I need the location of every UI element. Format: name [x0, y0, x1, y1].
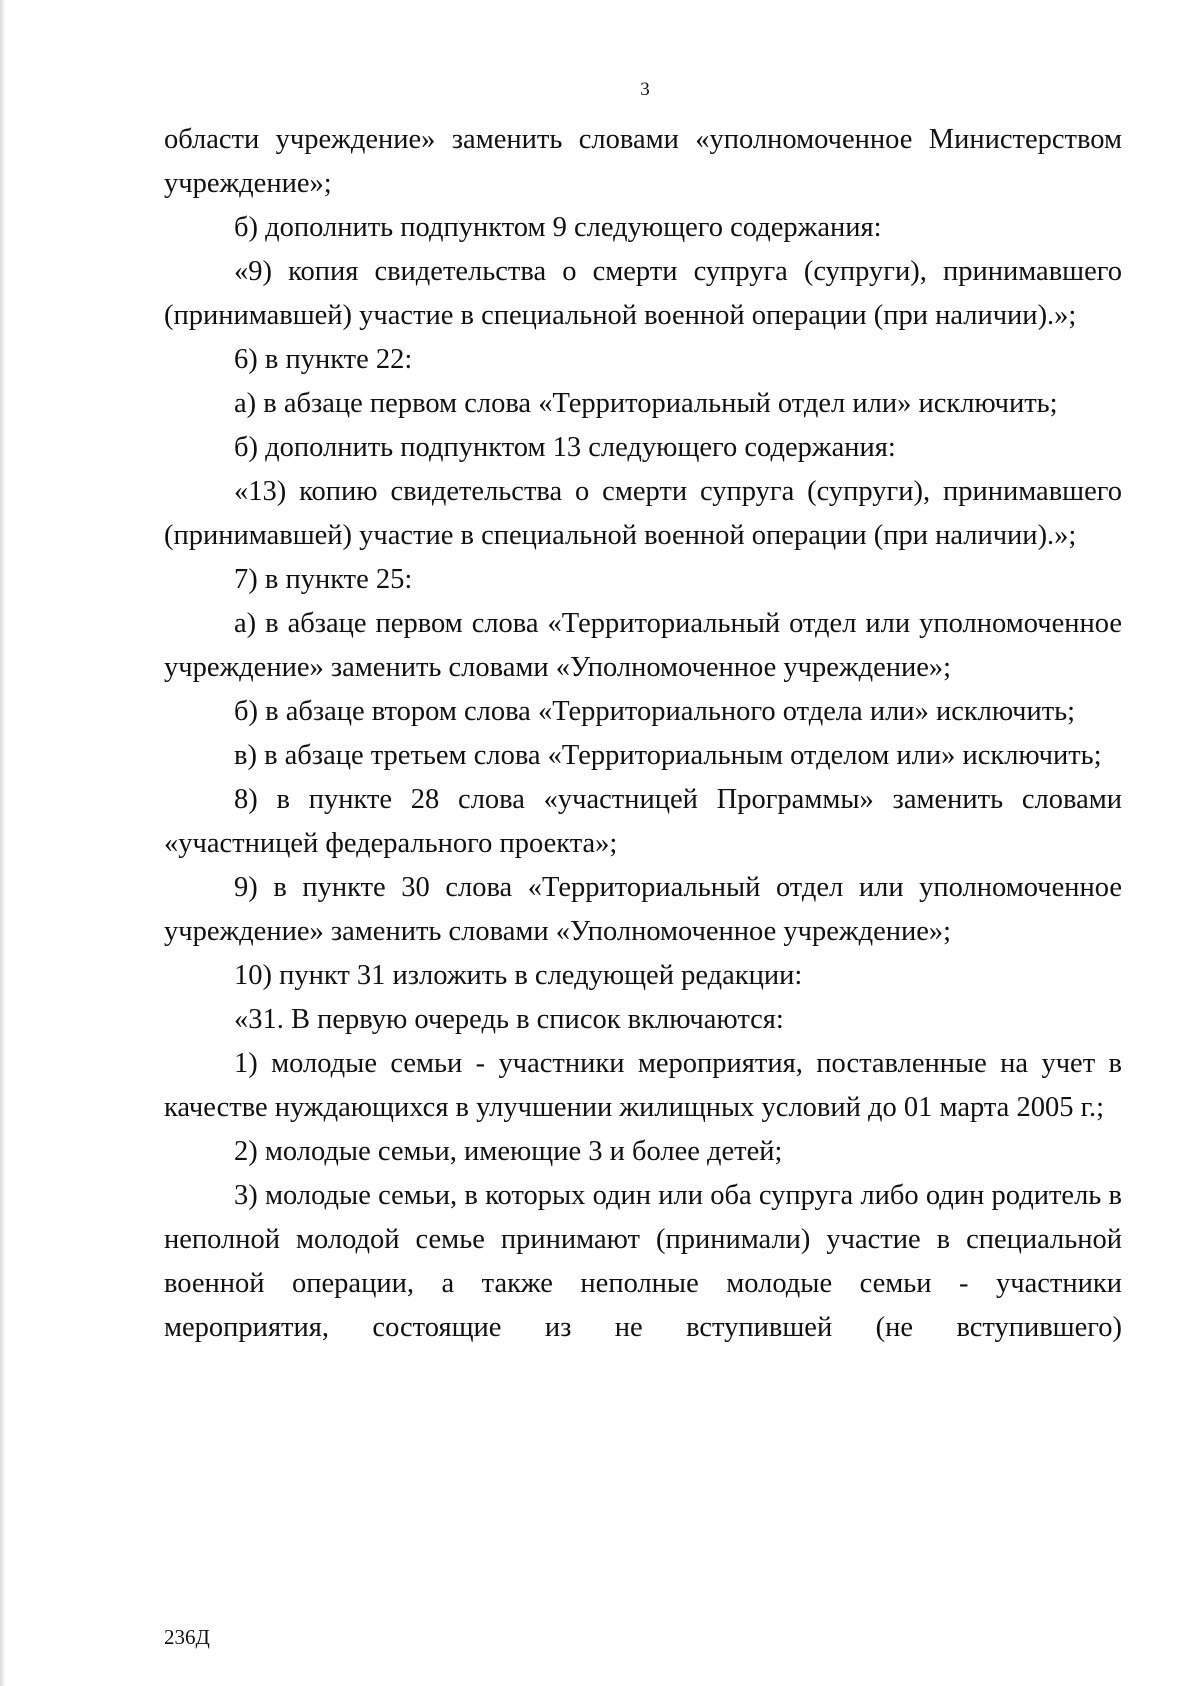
- paragraph: 3) молодые семьи, в которых один или оба супруга либо один родитель в неполной молодой семье принимают (принимали) участие в специальной военной операции, а также неполные молодые семьи - участники мероприятия, состоящие из не вступившей (не вступившего): [164, 1180, 1122, 1343]
- paragraph: «13) копию свидетельства о смерти супруга (супруги), принимавшего (принимавшей) участие в специальной военной операции (при наличии).»;: [164, 476, 1122, 551]
- paragraph: 1) молодые семьи - участники мероприятия, поставленные на учет в качестве нуждающихся в улучшении жилищных условий до 01 марта 2005 г.;: [164, 1048, 1122, 1123]
- paragraph: б) дополнить подпунктом 9 следующего содержания:: [234, 212, 882, 243]
- paragraph: 10) пункт 31 изложить в следующей редакции:: [234, 960, 803, 991]
- paragraph: 8) в пункте 28 слова «участницей Программы» заменить словами «участницей федерального проекта»;: [164, 784, 1122, 859]
- paragraph: в) в абзаце третьем слова «Территориальным отделом или» исключить;: [234, 740, 1102, 771]
- paragraph: а) в абзаце первом слова «Территориальный отдел или уполномоченное учреждение» заменить словами «Уполномоченное учреждение»;: [164, 608, 1122, 683]
- paragraph: 9) в пункте 30 слова «Территориальный отдел или уполномоченное учреждение» заменить словами «Уполномоченное учреждение»;: [164, 872, 1122, 947]
- paragraph: б) в абзаце втором слова «Территориального отдела или» исключить;: [234, 696, 1076, 727]
- paragraph: «31. В первую очередь в список включаются:: [234, 1004, 784, 1035]
- scan-edge: [0, 0, 6, 1686]
- document-code: 236Д: [164, 1625, 210, 1649]
- paragraph: 2) молодые семьи, имеющие 3 и более детей;: [234, 1136, 783, 1167]
- paragraph: области учреждение» заменить словами «уполномоченное Министерством учреждение»;: [164, 124, 1122, 199]
- document-body: [164, 118, 1122, 1350]
- paragraph: а) в абзаце первом слова «Территориальный отдел или» исключить;: [234, 388, 1058, 419]
- paragraph: 6) в пункте 22:: [234, 344, 413, 375]
- paragraph: 7) в пункте 25:: [234, 564, 413, 595]
- paragraph: «9) копия свидетельства о смерти супруга (супруги), принимавшего (принимавшей) участие в специальной военной операции (при наличии).»;: [164, 256, 1122, 331]
- paragraph: б) дополнить подпунктом 13 следующего содержания:: [234, 432, 896, 463]
- page-number: 3: [640, 79, 650, 100]
